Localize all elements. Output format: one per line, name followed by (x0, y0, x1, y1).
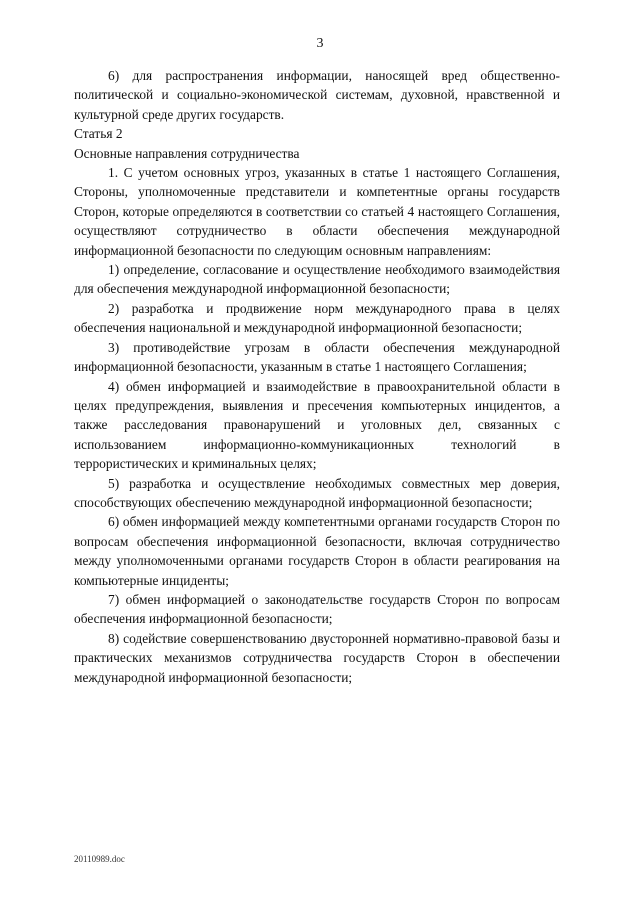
list-item: 8) содействие совершенствованию двусторонней нормативно-правовой базы и практических механизмов сотрудничества государств Сторон в обеспечении международной информационной безопасности; (74, 630, 560, 685)
clause-paragraph: 1. С учетом основных угроз, указанных в статье 1 настоящего Соглашения, Стороны, уполномоченные представители и компетентные органы государств Сторон, которые определяются в соответствии со статьей 4 настоящего Соглашения, осуществляют сотрудничество в области обеспечения международной информационной безопасности по следующим основным направлениям: (74, 165, 560, 258)
list-item: 4) обмен информацией и взаимодействие в правоохранительной области в целях предупреждения, выявления и пресечения компьютерных инцидентов, а также расследования правонарушений и уголовных дел, связанных с использованием информационно-коммуникационных технологий в террористических и криминальных целях; (74, 378, 560, 472)
intro-paragraph: 6) для распространения информации, наносящей вред общественно-политической и социально-экономической системам, духовной, нравственной и культурной среде других государств. (74, 68, 560, 122)
list-item: 5) разработка и осуществление необходимых совместных мер доверия, способствующих обеспечению международной информационной безопасности; (74, 475, 560, 510)
file-name-footer: 20110989.doc (74, 854, 125, 864)
page-number: 3 (316, 36, 324, 51)
list-item: 1) определение, согласование и осуществление необходимого взаимодействия для обеспечения международной информационной безопасности; (74, 262, 560, 297)
document-body (74, 66, 560, 687)
list-item: 3) противодействие угрозам в области обеспечения международной информационной безопасности, указанным в статье 1 настоящего Соглашения; (74, 339, 560, 375)
list-item: 7) обмен информацией о законодательстве государств Сторон по вопросам обеспечения информационной безопасности; (74, 591, 560, 627)
list-item: 6) обмен информацией между компетентными органами государств Сторон по вопросам обеспечения информационной безопасности, включая сотрудничество между уполномоченными органами государств Сторон в области реагирования на компьютерные инциденты; (74, 514, 560, 588)
article-title: Статья 2 (74, 126, 123, 142)
list-item: 2) разработка и продвижение норм международного права в целях обеспечения национальной и международной информационной безопасности; (74, 300, 560, 336)
article-subtitle: Основные направления сотрудничества (74, 145, 300, 161)
